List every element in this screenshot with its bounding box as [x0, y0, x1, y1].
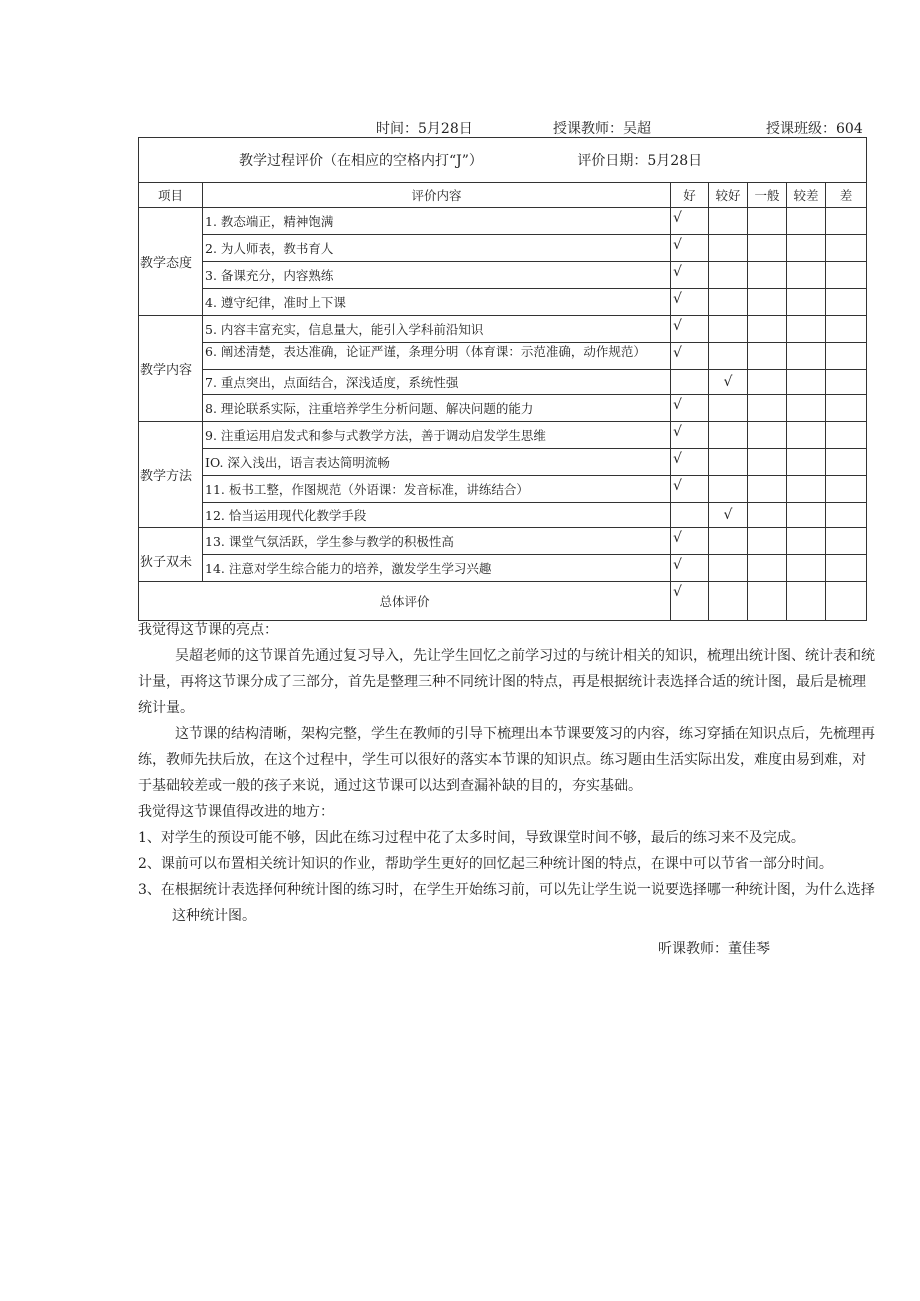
comments-section: [138, 617, 878, 929]
table-row: [139, 235, 867, 262]
criterion-text: 9. 注重运用启发式和参与式教学方法，善于调动启发学生思维: [203, 422, 671, 449]
category-attitude: 教学态度: [139, 208, 203, 316]
table-header-row: [139, 183, 867, 208]
lesson-teacher: 授课教师：吴超: [553, 121, 651, 137]
check-mark: √: [671, 422, 709, 449]
improve-item: 2、课前可以布置相关统计知识的作业，帮助学生更好的回忆起三种统计图的特点，在课中可以节省一部分时间。: [138, 856, 833, 872]
check-mark: √: [671, 582, 709, 621]
criterion-text: 8. 理论联系实际，注重培养学生分析问题、解决问题的能力: [203, 395, 671, 422]
lesson-time: 时间：5月28日: [376, 121, 473, 137]
check-mark: √: [709, 503, 748, 528]
table-row: [139, 289, 867, 316]
improve-item: 3、在根据统计表选择何种统计图的练习时，在学生开始练习前，可以先让学生说一说要选择哪一种统计图，为什么选择这种统计图。: [138, 882, 875, 924]
check-mark: √: [671, 262, 709, 289]
criterion-text: 14. 注意对学生综合能力的培养，激发学生学习兴趣: [203, 555, 671, 582]
evaluation-date: 评价日期：5月28日: [577, 153, 703, 169]
table-row: [139, 208, 867, 235]
criterion-text: 11. 板书工整，作图规范（外语课：发音标准，讲练结合）: [203, 476, 671, 503]
criterion-text: 13. 课堂气氛活跃，学生参与教学的积极性高: [203, 528, 671, 555]
table-row: [139, 422, 867, 449]
check-mark: √: [671, 208, 709, 235]
table-row: [139, 503, 867, 528]
lesson-class: 授课班级：604: [766, 121, 863, 137]
table-title-row: [139, 138, 867, 183]
category-effect: 狄子双未: [139, 555, 203, 582]
table-title-cell: [139, 138, 867, 183]
criterion-text: 6. 阐述清楚，表达准确，论证严谨，条理分明（体育课：示范准确，动作规范）: [203, 343, 671, 370]
col-header-item: 项目: [139, 183, 203, 208]
table-row: [139, 395, 867, 422]
highlights-heading: 我觉得这节课的亮点：: [138, 622, 278, 638]
check-mark: √: [671, 316, 709, 343]
table-row: [139, 528, 867, 555]
check-mark: √: [709, 370, 748, 395]
col-header-poor: 差: [826, 183, 867, 208]
highlights-paragraph: 这节课的结构清晰，架构完整，学生在教师的引导下梳理出本节课要笈习的内容，练习穿插在知识点后，先梳理再练，教师先扶后放，在这个过程中，学生可以很好的落实本节课的知识点。练习题由生活实际出发，难度由易到难，对于基础较差或一般的孩子来说，通过这节课可以达到查漏补缺的目的，夯实基础。: [138, 726, 875, 794]
check-mark: √: [671, 449, 709, 476]
category-blank: [139, 528, 203, 555]
col-header-fairly-poor: 较差: [787, 183, 826, 208]
observer-signature: 听课教师：董佳琴: [658, 941, 770, 957]
criterion-text: 7. 重点突出，点面结合，深浅适度，系统性强: [203, 370, 671, 395]
criterion-text: 4. 遵守纪律，准时上下课: [203, 289, 671, 316]
check-mark: √: [671, 476, 709, 503]
table-row: [139, 555, 867, 582]
overall-label: 总体评价: [139, 582, 671, 621]
criterion-text: 3. 备课充分，内容熟练: [203, 262, 671, 289]
table-title: 教学过程评价（在相应的空格内打“J”）: [239, 153, 483, 169]
check-mark: √: [671, 235, 709, 262]
col-header-average: 一般: [748, 183, 787, 208]
category-method: 教学方法: [139, 422, 203, 528]
criterion-text: 12. 恰当运用现代化教学手段: [203, 503, 671, 528]
check-mark: √: [671, 528, 709, 555]
highlights-paragraph: 吴超老师的这节课首先通过复习导入，先让学生回忆之前学习过的与统计相关的知识，梳理出统计图、统计表和统计量，再将这节课分成了三部分，首先是整理三种不同统计图的特点，再是根据统计表选择合适的统计图，最后是梳理统计量。: [138, 648, 875, 716]
table-row: [139, 343, 867, 370]
table-row: [139, 476, 867, 503]
check-mark: √: [671, 555, 709, 582]
col-header-content: 评价内容: [203, 183, 671, 208]
criterion-text: 5. 内容丰富充实，信息量大，能引入学科前沿知识: [203, 316, 671, 343]
col-header-fairly-good: 较好: [709, 183, 748, 208]
improve-item: 1、对学生的预设可能不够，因此在练习过程中花了太多时间，导致课堂时间不够，最后的练习来不及完成。: [138, 830, 805, 846]
check-mark: √: [671, 343, 709, 370]
table-row: [139, 449, 867, 476]
criterion-text: IO. 深入浅出，语言表达简明流畅: [203, 449, 671, 476]
table-row: [139, 370, 867, 395]
overall-row: [139, 582, 867, 621]
category-content: 教学内容: [139, 316, 203, 422]
evaluation-table: [138, 137, 867, 621]
table-row: [139, 262, 867, 289]
criterion-text: 2. 为人师表，教书育人: [203, 235, 671, 262]
table-row: [139, 316, 867, 343]
criterion-text: 1. 教态端正，精神饱满: [203, 208, 671, 235]
improve-heading: 我觉得这节课值得改进的地方：: [138, 804, 334, 820]
col-header-good: 好: [671, 183, 709, 208]
check-mark: √: [671, 289, 709, 316]
check-mark: √: [671, 395, 709, 422]
